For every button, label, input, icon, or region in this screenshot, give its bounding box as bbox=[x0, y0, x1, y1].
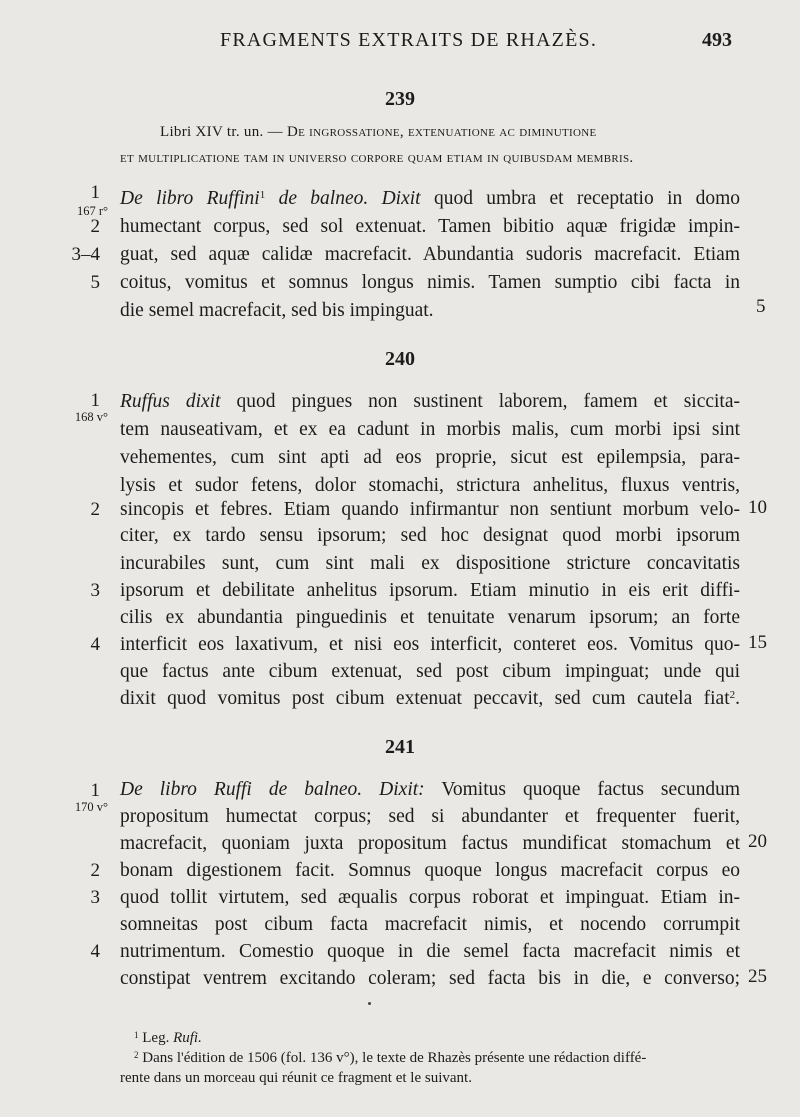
text-line bbox=[120, 391, 740, 413]
margin-line-number: 2 bbox=[90, 860, 100, 881]
text-line bbox=[120, 188, 740, 210]
text-line: bonam digestionem facit. Somnus quoque longus macrefacit corpus eo bbox=[120, 860, 740, 881]
page-number: 493 bbox=[702, 29, 732, 51]
margin-line-number: 1 bbox=[90, 780, 100, 801]
margin-line-number: 4 bbox=[90, 634, 100, 655]
text-line: lysis et sudor fetens, dolor stomachi, strictura anhelitus, fluxus ventris, bbox=[120, 475, 740, 496]
margin-line-number: 2 bbox=[90, 216, 100, 237]
text-span: quod umbra et receptatio in domo bbox=[420, 188, 740, 209]
text-italic: Ruffus dixit bbox=[120, 391, 221, 412]
text-span: . bbox=[735, 688, 740, 709]
footnote-1 bbox=[134, 1030, 202, 1047]
text-span: quod pingues non sustinent laborem, famem et siccita- bbox=[220, 391, 740, 412]
running-header-title: FRAGMENTS EXTRAITS DE RHAZÈS. bbox=[220, 29, 598, 51]
footnote-text: Leg. bbox=[138, 1030, 174, 1046]
margin-line-number: 3–4 bbox=[71, 244, 100, 265]
text-span: Vomitus quoque factus secundum bbox=[424, 779, 740, 800]
footnote-italic: Rufi. bbox=[173, 1030, 202, 1046]
title-book-ref: Libri XIV tr. un. — bbox=[160, 124, 287, 140]
footnote-text: Dans l'édition de 1506 (fol. 136 v°), le texte de Rhazès présente une rédaction diffé- bbox=[138, 1050, 647, 1066]
right-line-number: 20 bbox=[748, 831, 767, 852]
margin-line-number: 1 bbox=[90, 182, 100, 203]
section-number-241: 241 bbox=[385, 736, 415, 758]
text-line: guat, sed aquæ calidæ macrefacit. Abundantia sudoris macrefacit. Etiam bbox=[120, 244, 740, 265]
right-line-number: 25 bbox=[748, 966, 767, 987]
text-line: cilis ex abundantia pinguedinis et tenuitate venarum ipsorum; an forte bbox=[120, 607, 740, 628]
section-number-240: 240 bbox=[385, 348, 415, 370]
title-heading: De ingrossatione, extenuatione ac diminutione bbox=[286, 124, 597, 140]
text-line: tem nauseativam, et ex ea cadunt in morbis malis, cum morbi ipsi sint bbox=[120, 419, 740, 440]
section-239-title-line-1 bbox=[160, 124, 596, 141]
text-italic: de balneo. Dixit bbox=[265, 188, 421, 209]
margin-line-number: 4 bbox=[90, 941, 100, 962]
text-line: nutrimentum. Comestio quoque in die semel facta macrefacit nimis et bbox=[120, 941, 740, 962]
text-line: ipsorum et debilitate anhelitus ipsorum. Etiam minutio in eis erit diffi- bbox=[120, 580, 740, 601]
text-line: quod tollit virtutem, sed æqualis corpus roborat et impinguat. Etiam in- bbox=[120, 887, 740, 908]
right-line-number: 10 bbox=[748, 497, 767, 518]
section-239-title-line-2: et multiplicatione tam in universo corpore quam etiam in quibusdam membris. bbox=[120, 150, 634, 166]
folio-reference: 167 r° bbox=[76, 204, 108, 218]
text-line: die semel macrefacit, sed bis impinguat. bbox=[120, 300, 434, 321]
footnote-2-line-2: rente dans un morceau qui réunit ce fragment et le suivant. bbox=[120, 1070, 472, 1086]
footnote-2-line-1 bbox=[134, 1050, 646, 1067]
text-line: interficit eos laxativum, et nisi eos interficit, conteret eos. Vomitus quo- bbox=[120, 634, 740, 655]
text-line: somneitas post cibum facta macrefacit nimis, et nocendo corrumpit bbox=[120, 914, 740, 935]
text-line: constipat ventrem excitando coleram; sed facta bis in die, e converso; bbox=[120, 968, 740, 989]
footnote-ref: 1 bbox=[259, 189, 266, 201]
text-line: macrefacit, quoniam juxta propositum factus mundificat stomachum et bbox=[120, 833, 740, 854]
footnote-ref: 2 bbox=[729, 689, 736, 701]
text-line: sincopis et febres. Etiam quando infirmantur non sentiunt morbum velo- bbox=[120, 499, 740, 520]
text-span: dixit quod vomitus post cibum extenuat peccavit, sed cum cautela fiat bbox=[120, 688, 730, 709]
text-italic: De libro Ruffi de balneo. Dixit: bbox=[120, 779, 425, 800]
right-line-number: 15 bbox=[748, 632, 767, 653]
margin-line-number: 1 bbox=[90, 390, 100, 411]
margin-line-number: 3 bbox=[90, 580, 100, 601]
text-line: vehementes, cum sint apti ad eos proprie, sicut est epilempsia, para- bbox=[120, 447, 740, 468]
folio-reference: 170 v° bbox=[74, 800, 108, 814]
margin-line-number: 3 bbox=[90, 887, 100, 908]
page-dot-mark bbox=[368, 1002, 371, 1005]
text-line: incurabiles sunt, cum sint mali ex dispositione stricture concavitatis bbox=[120, 553, 740, 574]
footnote-mark: 2 bbox=[134, 1050, 139, 1060]
text-line: propositum humectat corpus; sed si abundanter et frequenter fuerit, bbox=[120, 806, 740, 827]
text-italic: De libro Ruffini bbox=[120, 188, 260, 209]
text-line bbox=[120, 688, 740, 710]
text-line: coitus, vomitus et somnus longus nimis. Tamen sumptio cibi facta in bbox=[120, 272, 740, 293]
text-line bbox=[120, 779, 740, 801]
folio-reference: 168 v° bbox=[74, 410, 108, 424]
section-number-239: 239 bbox=[385, 88, 415, 110]
footnote-mark: 1 bbox=[134, 1030, 139, 1040]
text-line: citer, ex tardo sensu ipsorum; sed hoc designat quod morbi ipsorum bbox=[120, 525, 740, 546]
margin-line-number: 5 bbox=[90, 272, 100, 293]
text-line: humectant corpus, sed sol extenuat. Tamen bibitio aquæ frigidæ impin- bbox=[120, 216, 740, 237]
right-line-number: 5 bbox=[756, 296, 766, 317]
margin-line-number: 2 bbox=[90, 499, 100, 520]
text-line: que factus ante cibum extenuat, sed post cibum impinguat; unde qui bbox=[120, 661, 740, 682]
